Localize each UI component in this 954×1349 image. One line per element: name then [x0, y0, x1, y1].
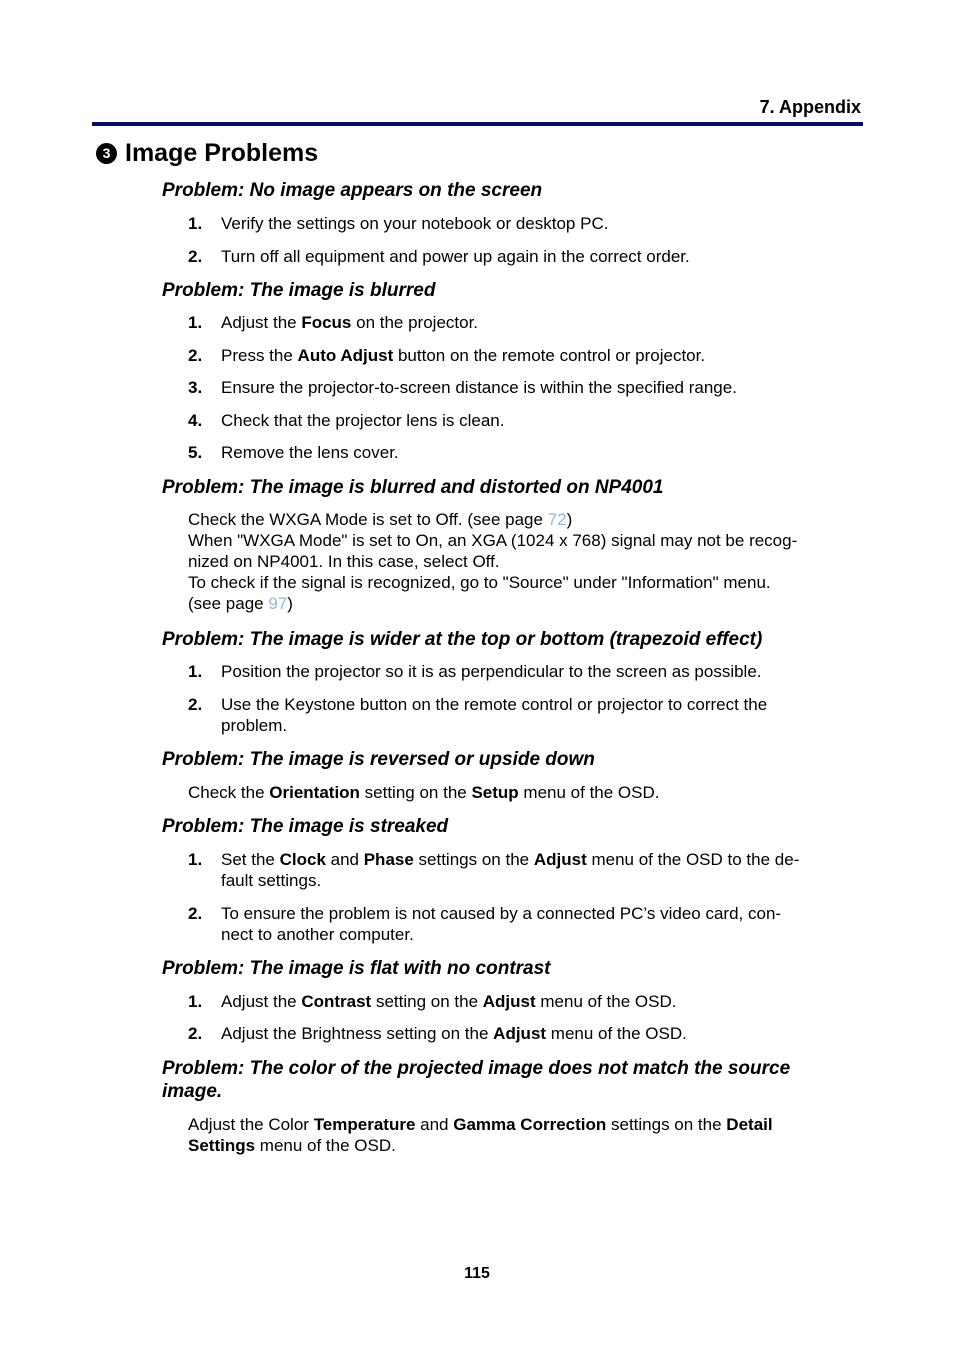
problem-heading: Problem: The image is blurred and distorted on NP4001: [162, 477, 664, 498]
emphasis: Adjust: [533, 850, 587, 869]
emphasis: Gamma Correction: [453, 1115, 607, 1134]
list-text: Remove the lens cover.: [221, 443, 399, 462]
problem-heading: Problem: The image is streaked: [162, 816, 449, 837]
list-item: [188, 442, 853, 463]
list-item: [188, 377, 853, 398]
list-text: Ensure the projector-to-screen distance is within the specified range.: [221, 378, 737, 397]
list-text: Verify the settings on your notebook or desktop PC.: [221, 214, 609, 233]
list-text: Set the Clock and Phase settings on the Adjust menu of the OSD to the de- fault settings.: [221, 850, 800, 890]
list-text: Check that the projector lens is clean.: [221, 411, 505, 430]
list-item: [188, 661, 853, 682]
list-item: [188, 410, 853, 431]
list-number: 1.: [188, 313, 203, 332]
problem-heading: Problem: No image appears on the screen: [162, 180, 543, 201]
list-text: Turn off all equipment and power up again in the correct order.: [221, 247, 690, 266]
list-text: Position the projector so it is as perpendicular to the screen as possible.: [221, 662, 762, 681]
numbered-bullet-icon: 3: [96, 143, 117, 164]
problem-heading: Problem: The image is blurred: [162, 280, 436, 301]
list-item: [188, 312, 853, 333]
chapter-heading: 7. Appendix: [759, 97, 861, 117]
emphasis: Phase: [363, 850, 414, 869]
emphasis: Orientation: [269, 783, 360, 802]
list-number: 2.: [188, 1024, 203, 1043]
header-rule: [92, 122, 863, 126]
emphasis: Temperature: [313, 1115, 416, 1134]
list-text: Adjust the Focus on the projector.: [221, 313, 479, 332]
list-text: To ensure the problem is not caused by a connected PC’s video card, con- nect to another computer.: [221, 904, 782, 944]
list-item: [188, 849, 853, 891]
paragraph: Check the WXGA Mode is set to Off. (see page 72) When "WXGA Mode" is set to On, an XGA (1024 x 768) signal may not be recog- nized on NP4001. In this case, select Off. To check if the signal is recognized, go to "Source" under "Information" menu. (see page 97): [188, 510, 798, 613]
list-item: [188, 903, 853, 945]
problem-heading: Problem: The color of the projected image does not match the source image.: [162, 1058, 791, 1102]
list-item: [188, 694, 853, 736]
list-item: [188, 246, 853, 267]
emphasis: Clock: [279, 850, 326, 869]
emphasis: Adjust: [482, 992, 536, 1011]
page-link[interactable]: 97: [268, 594, 288, 613]
section-title: [96, 138, 318, 168]
list-number: 1.: [188, 850, 203, 869]
page-number: 115: [464, 1265, 490, 1282]
list-number: 2.: [188, 247, 203, 266]
emphasis: Contrast: [301, 992, 372, 1011]
list-item: [188, 213, 853, 234]
list-number: 1.: [188, 992, 203, 1011]
list-text: Adjust the Brightness setting on the Adjust menu of the OSD.: [221, 1024, 687, 1043]
list-item: [188, 991, 853, 1012]
list-number: 3.: [188, 378, 203, 397]
list-number: 1.: [188, 214, 203, 233]
problem-heading: Problem: The image is reversed or upside down: [162, 749, 595, 770]
problem-heading: Problem: The image is flat with no contrast: [162, 958, 551, 979]
section-title-text: Image Problems: [125, 139, 319, 167]
list-item: [188, 1023, 853, 1044]
emphasis: Setup: [471, 783, 519, 802]
list-number: 2.: [188, 346, 203, 365]
problem-heading: Problem: The image is wider at the top or bottom (trapezoid effect): [162, 629, 763, 650]
list-text: Press the Auto Adjust button on the remote control or projector.: [221, 346, 706, 365]
paragraph: Check the Orientation setting on the Setup menu of the OSD.: [188, 783, 660, 802]
paragraph: Adjust the Color Temperature and Gamma Correction settings on the Detail Settings menu of the OSD.: [188, 1115, 773, 1155]
list-item: [188, 345, 853, 366]
emphasis: Adjust: [493, 1024, 547, 1043]
list-text: Use the Keystone button on the remote control or projector to correct the problem.: [221, 695, 768, 735]
list-number: 1.: [188, 662, 203, 681]
list-text: Adjust the Contrast setting on the Adjust menu of the OSD.: [221, 992, 677, 1011]
emphasis: Detail: [726, 1115, 773, 1134]
page-link[interactable]: 72: [547, 510, 567, 529]
emphasis: Settings: [188, 1136, 256, 1155]
list-number: 2.: [188, 904, 203, 923]
list-number: 2.: [188, 695, 203, 714]
list-number: 5.: [188, 443, 203, 462]
emphasis: Auto Adjust: [297, 346, 394, 365]
emphasis: Focus: [301, 313, 352, 332]
list-number: 4.: [188, 411, 203, 430]
